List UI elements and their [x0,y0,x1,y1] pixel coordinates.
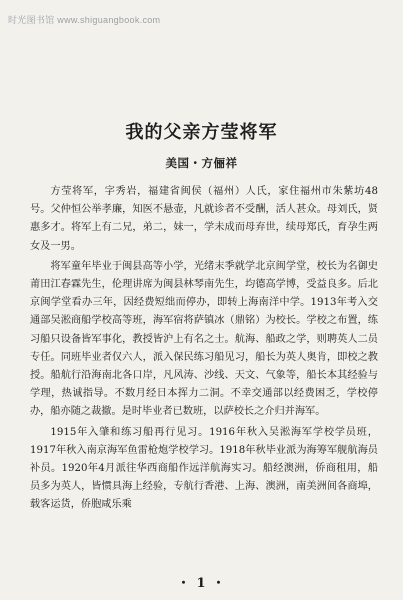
page-number: ・ 1 ・ [176,576,227,591]
page-title: 我的父亲方莹将军 [125,122,278,143]
article-body [30,183,378,517]
watermark: 时光图书馆 www.shiguangbook.com [8,15,161,25]
paragraph: 方莹将军，字秀岩，福建省闽侯（福州）人氏，家住福州市朱紫坊48号。父仲恒公举孝廉，知医不悬壶，凡就诊者不受酬，活人甚众。母刘氏，贤惠多才。将军上有二兄，弟二，妹一，学未成而母弃世，续母郑氏，育孕生两女及一男。 [30,186,378,252]
paragraph: 1915年入肇和练习船再行见习。1916年秋入吴淞海军学校学员班，1917年秋入南京海军鱼雷枪炮学校学习。1918年秋毕业派为海筹军舰航海员补员。1920年4月派往华西商船作远洋航海实习。船经澳洲，侨商租用，船员多为英人，皆惯具海上经验，专航行香港、上海、澳洲，南美洲间各商埠，载客运货，侨胞咸乐乘 [30,426,378,511]
paragraph: 将军童年毕业于闽县高等小学，光绪末季就学北京闽学堂，校长为名御史莆田江春霖先生，伦理讲席为闽县林琴南先生，均德高学博，受益良多。后北京闽学堂看办三年，因经费短绌而停办，即转上海南洋中学。1913年考入交通部吴淞商船学校高等班，海军宿将萨镇冰（鼎铭）为校长。学校之布置，练习船只设备皆军事化，教授皆沪上有名之士。航海、船政之学，则聘英人二员专任。同班毕业者仅六人，派入保民练习船见习，船长为英人奥肯，即校之教授。船航行沿海南北各口岸，凡风涛、沙线、天文、气象等，船长本其经验与学理，热诚指导。不数月经日本挥力二洞。不幸交通部以经费困乏，学校停办，船亦随之裁撤。是时毕业者已数班，以萨校长之介归并海军。 [30,260,378,418]
author-line: 美国・方俪祥 [165,156,238,170]
